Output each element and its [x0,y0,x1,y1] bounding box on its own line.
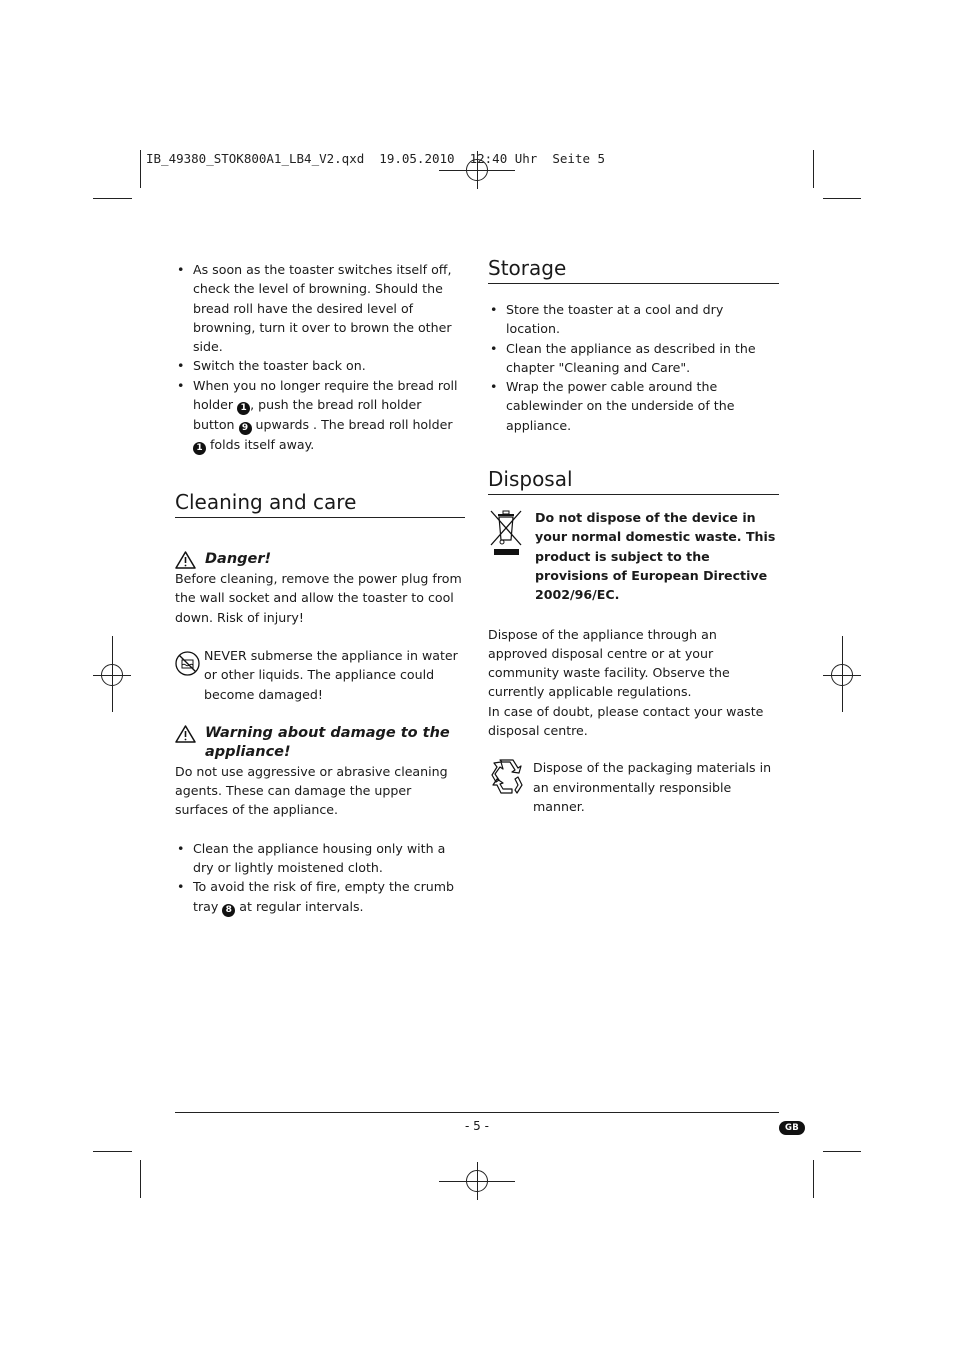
crop-mark [140,150,141,188]
bullet-text: To avoid the risk of fire, empty the crumb tray [193,879,454,914]
danger-heading [175,550,465,569]
bullet-text: upwards . The bread roll holder [251,417,453,433]
danger-title: Danger! [205,551,272,568]
warning-text: Do not use aggressive or abrasive cleaning agents. These can damage the upper surfaces of the appliance. [175,763,448,818]
bullet-text: When you no longer require the bread roll holder [193,377,458,413]
no-immersion-icon [175,651,200,676]
crop-mark [823,1151,861,1152]
list-item: • Store the toaster at a cool and dry location. [488,300,779,339]
list-item [175,376,465,455]
crop-mark [93,198,132,199]
disposal-text: Dispose of the appliance through an approved disposal centre or at your community waste facility. Observe the currently applicable regulations. [488,626,730,700]
weee-notice [488,508,779,604]
intro-bullet-list [175,260,465,455]
part-number-badge: 8 [222,904,235,917]
list-item [175,877,465,916]
part-number-badge: 1 [237,402,250,415]
list-item: • Clean the appliance as described in the chapter "Cleaning and Care". [488,339,779,378]
warning-title: Warning about damage to the appliance! [205,724,450,760]
part-number-badge: 9 [239,422,252,435]
crop-mark [813,150,814,188]
bullet-text: folds itself away. [206,437,315,453]
warning-triangle-icon [175,725,196,743]
never-submerse-text: NEVER submerse the appliance in water or other liquids. The appliance could become damaged! [204,647,458,702]
part-number-badge: 1 [193,442,206,455]
disposal-heading: Disposal [488,467,779,495]
list-item: • Clean the appliance housing only with a dry or lightly moistened cloth. [175,839,465,878]
crop-mark [823,198,861,199]
page-number: - 5 - [465,1119,489,1133]
cleaning-heading: Cleaning and care [175,490,465,518]
crop-mark [93,1151,132,1152]
recycle-icon [488,758,525,796]
footer-rule [175,1112,779,1113]
right-column [488,256,779,816]
cleaning-bullet-list [175,839,465,917]
appliance-warning-heading [175,724,465,762]
danger-text: Before cleaning, remove the power plug from the wall socket and allow the toaster to cool down. Risk of injury! [175,571,462,625]
warning-triangle-icon [175,551,196,569]
language-badge: GB [779,1121,805,1135]
crop-mark [813,1160,814,1198]
bullet-text: , push the bread roll holder button [193,397,422,433]
crossed-bin-icon [488,508,525,560]
list-item: • Switch the toaster back on. [175,356,465,375]
no-immersion-notice [175,646,465,704]
left-column [175,260,465,917]
list-item: • As soon as the toaster switches itself off, check the level of browning. Should the bread roll have the desired level of browning, turn it over to brown the other side. [175,260,465,356]
storage-bullet-list [488,300,779,435]
disposal-contact-text: In case of doubt, please contact your waste disposal centre. [488,703,764,739]
weee-text: Do not dispose of the device in your normal domestic waste. This product is subject to the provisions of European Directive 2002/96/EC. [535,510,776,603]
list-item: • Wrap the power cable around the cablewinder on the underside of the appliance. [488,377,779,435]
crop-mark [140,1160,141,1198]
storage-heading: Storage [488,256,779,284]
file-slug-line: IB_49380_STOK800A1_LB4_V2.qxd 19.05.2010 12:40 Uhr Seite 5 [146,151,606,166]
bullet-text: at regular intervals. [235,898,364,914]
recycle-notice [488,758,779,816]
recycle-text: Dispose of the packaging materials in an environmentally responsible manner. [533,760,772,814]
